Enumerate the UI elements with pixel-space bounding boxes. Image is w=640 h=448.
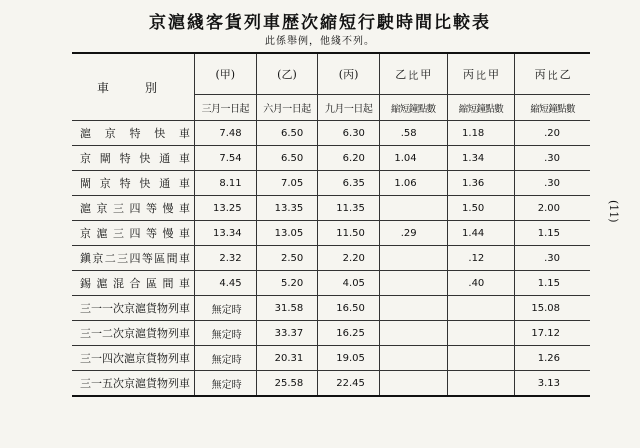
cell-plan-yi: 31.58 (256, 296, 318, 321)
cell-plan-yi: 6.50 (256, 146, 318, 171)
cell-train: 京滬三四等慢車 (72, 221, 195, 246)
cell-plan-yi: 7.05 (256, 171, 318, 196)
cell-cmp-bing-jia: .40 (447, 271, 515, 296)
header-plan-jia: (甲) (195, 53, 257, 95)
table-row (72, 246, 590, 271)
cell-cmp-yi-jia (379, 246, 447, 271)
header-unit-bing-yi: 縮短鐘點數 (515, 95, 590, 121)
cmp-a: 乙 (395, 68, 407, 81)
cell-train: 閘京特快通車 (72, 171, 195, 196)
cell-train: 三一一次京滬貨物列車 (72, 296, 195, 321)
table-row (72, 371, 590, 397)
cmp-mid: 比 (547, 70, 558, 82)
table-body (72, 121, 590, 397)
cell-cmp-bing-yi: .20 (515, 121, 590, 146)
header-unit-yi-jia: 縮短鐘點數 (379, 95, 447, 121)
cell-plan-yi: 33.37 (256, 321, 318, 346)
header-date-jia: 三月一日起 (195, 95, 257, 121)
cell-train: 三一二次京滬貨物列車 (72, 321, 195, 346)
page-number: (11) (607, 200, 620, 223)
table-row (72, 196, 590, 221)
header-cmp-bing-yi (515, 53, 590, 95)
cell-cmp-bing-yi: .30 (515, 171, 590, 196)
cell-plan-jia: 2.32 (195, 246, 257, 271)
cell-cmp-bing-yi: 1.15 (515, 221, 590, 246)
cell-cmp-yi-jia (379, 271, 447, 296)
cell-cmp-bing-jia: 1.50 (447, 196, 515, 221)
cell-plan-jia: 無定時 (195, 321, 257, 346)
cell-plan-bing: 16.25 (318, 321, 380, 346)
page-title: 京滬綫客貨列車歴次縮短行駛時間比較表 (149, 13, 491, 33)
cell-cmp-yi-jia (379, 196, 447, 221)
cmp-b: 甲 (420, 68, 432, 81)
header-train: 車 別 (72, 53, 195, 121)
cell-cmp-bing-yi: .30 (515, 146, 590, 171)
cell-cmp-bing-yi: 1.15 (515, 271, 590, 296)
table-row (72, 221, 590, 246)
cell-plan-bing: 2.20 (318, 246, 380, 271)
cmp-a: 丙 (534, 68, 546, 81)
cell-plan-yi: 6.50 (256, 121, 318, 146)
cell-plan-bing: 11.35 (318, 196, 380, 221)
table-row (72, 121, 590, 146)
cell-plan-yi: 2.50 (256, 246, 318, 271)
cell-train: 滬京特快車 (72, 121, 195, 146)
cell-train: 錫滬混合區間車 (72, 271, 195, 296)
cell-plan-jia: 13.25 (195, 196, 257, 221)
table-row (72, 296, 590, 321)
cell-plan-yi: 25.58 (256, 371, 318, 397)
header-unit-bing-jia: 縮短鐘點數 (447, 95, 515, 121)
header-cmp-yi-jia (379, 53, 447, 95)
cell-plan-jia: 13.34 (195, 221, 257, 246)
header-date-bing: 九月一日起 (318, 95, 380, 121)
cell-plan-jia: 8.11 (195, 171, 257, 196)
cell-cmp-yi-jia: .29 (379, 221, 447, 246)
table-row (72, 271, 590, 296)
table-row (72, 146, 590, 171)
cell-plan-jia: 無定時 (195, 346, 257, 371)
cell-cmp-yi-jia: 1.04 (379, 146, 447, 171)
cell-train: 京閘特快通車 (72, 146, 195, 171)
cell-train: 三一四次滬京貨物列車 (72, 346, 195, 371)
cell-cmp-bing-jia (447, 296, 515, 321)
cell-plan-yi: 13.35 (256, 196, 318, 221)
cell-plan-jia: 4.45 (195, 271, 257, 296)
table-row (72, 171, 590, 196)
table-row (72, 346, 590, 371)
cell-cmp-yi-jia (379, 296, 447, 321)
cell-plan-jia: 7.48 (195, 121, 257, 146)
cell-train: 鎭京二三四等區間車 (72, 246, 195, 271)
cell-cmp-bing-jia: .12 (447, 246, 515, 271)
cell-cmp-bing-yi: 15.08 (515, 296, 590, 321)
cell-plan-bing: 11.50 (318, 221, 380, 246)
cell-plan-bing: 4.05 (318, 271, 380, 296)
cell-plan-bing: 6.30 (318, 121, 380, 146)
cell-cmp-bing-jia: 1.36 (447, 171, 515, 196)
cmp-mid: 比 (408, 70, 419, 82)
cell-plan-yi: 20.31 (256, 346, 318, 371)
cell-cmp-bing-jia: 1.18 (447, 121, 515, 146)
header-date-yi: 六月一日起 (256, 95, 318, 121)
cell-cmp-yi-jia (379, 321, 447, 346)
cmp-b: 乙 (559, 68, 571, 81)
header-cmp-bing-jia (447, 53, 515, 95)
cell-plan-bing: 19.05 (318, 346, 380, 371)
comparison-table (72, 52, 590, 397)
cell-train: 三一五次京滬貨物列車 (72, 371, 195, 397)
cell-cmp-bing-yi: 3.13 (515, 371, 590, 397)
cell-plan-yi: 13.05 (256, 221, 318, 246)
cmp-b: 甲 (487, 68, 499, 81)
table-row (72, 321, 590, 346)
cell-cmp-yi-jia (379, 371, 447, 397)
cmp-a: 丙 (462, 68, 474, 81)
cell-cmp-bing-jia (447, 371, 515, 397)
cell-cmp-bing-jia: 1.44 (447, 221, 515, 246)
cmp-mid: 比 (475, 70, 486, 82)
cell-plan-bing: 6.20 (318, 146, 380, 171)
cell-plan-bing: 6.35 (318, 171, 380, 196)
cell-cmp-yi-jia (379, 346, 447, 371)
cell-cmp-bing-yi: 17.12 (515, 321, 590, 346)
cell-plan-yi: 5.20 (256, 271, 318, 296)
cell-plan-jia: 無定時 (195, 371, 257, 397)
cell-cmp-yi-jia: .58 (379, 121, 447, 146)
page-subtitle: 此係舉例，他綫不列。 (265, 36, 375, 47)
cell-cmp-bing-yi: 2.00 (515, 196, 590, 221)
header-plan-bing: (丙) (318, 53, 380, 95)
cell-cmp-bing-jia: 1.34 (447, 146, 515, 171)
cell-cmp-bing-yi: 1.26 (515, 346, 590, 371)
cell-plan-bing: 22.45 (318, 371, 380, 397)
cell-cmp-bing-yi: .30 (515, 246, 590, 271)
header-plan-yi: (乙) (256, 53, 318, 95)
cell-cmp-bing-jia (447, 346, 515, 371)
cell-plan-bing: 16.50 (318, 296, 380, 321)
cell-cmp-bing-jia (447, 321, 515, 346)
cell-cmp-yi-jia: 1.06 (379, 171, 447, 196)
cell-plan-jia: 7.54 (195, 146, 257, 171)
cell-train: 滬京三四等慢車 (72, 196, 195, 221)
cell-plan-jia: 無定時 (195, 296, 257, 321)
